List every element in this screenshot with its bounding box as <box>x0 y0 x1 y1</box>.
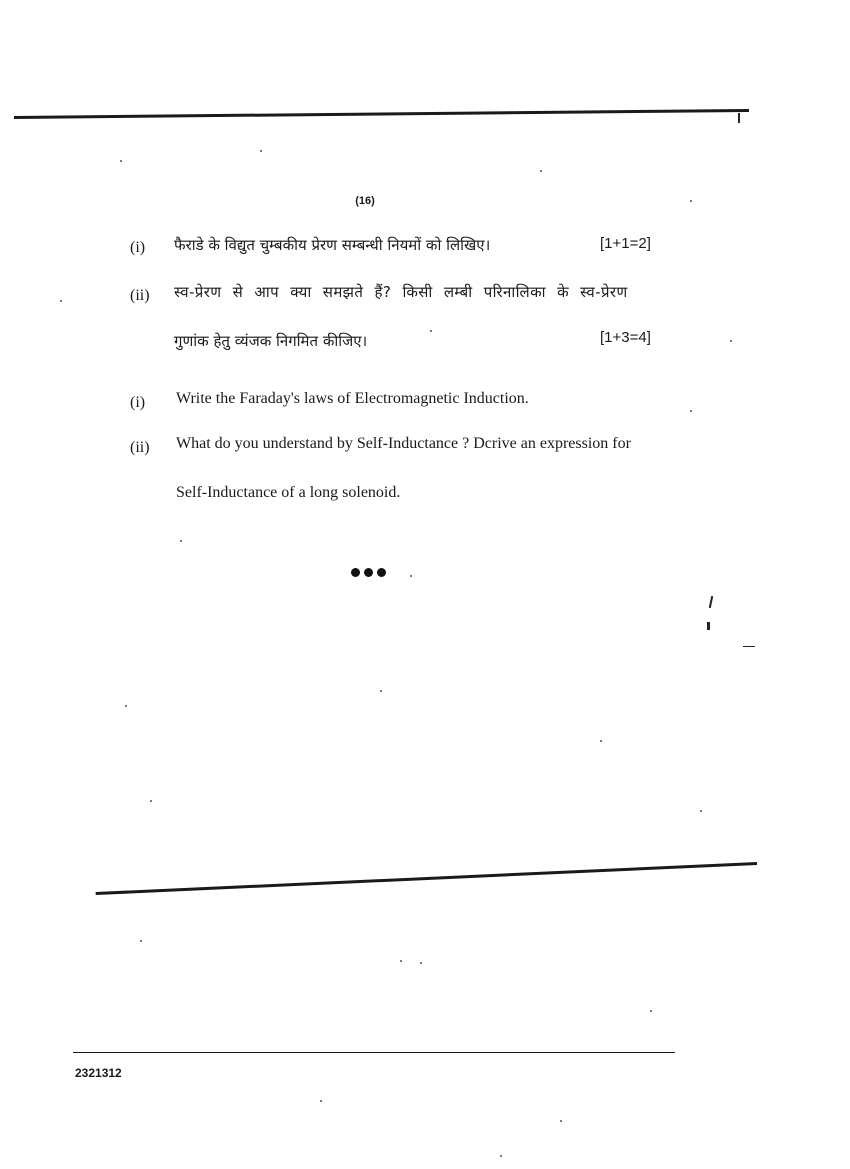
scan-speck <box>60 300 62 302</box>
english-q2-line1: What do you understand by Self-Inductance ? Dcrive an expression for <box>176 435 631 452</box>
hindi-q2-number: (ii) <box>130 287 150 304</box>
hindi-q1-marks: [1+1=2] <box>600 235 651 252</box>
dot <box>364 568 373 577</box>
scan-speck <box>650 1010 652 1012</box>
top-rule <box>14 109 749 119</box>
page-number: (16) <box>355 195 375 207</box>
hindi-q1-text: फैराडे के विद्युत चुम्बकीय प्रेरण सम्बन्धी नियमों को लिखिए। <box>174 236 491 254</box>
scan-speck <box>125 705 127 707</box>
hindi-q2-line1: स्व-प्रेरण से आप क्या समझते हैं? किसी लम्बी परिनालिका के स्व-प्रेरण <box>174 283 628 301</box>
scan-mark <box>743 646 755 647</box>
scan-speck <box>120 160 122 162</box>
dot <box>377 568 386 577</box>
scan-speck <box>700 810 702 812</box>
english-q2-line2: Self-Inductance of a long solenoid. <box>176 484 401 501</box>
middle-rule <box>96 862 757 895</box>
paper-code: 2321312 <box>75 1066 122 1080</box>
dot <box>351 568 360 577</box>
english-q1-text: Write the Faraday's laws of Electromagnetic Induction. <box>176 390 529 407</box>
scan-mark <box>709 596 713 608</box>
scan-speck <box>260 150 262 152</box>
scan-speck <box>410 575 412 577</box>
english-q1-number: (i) <box>130 394 146 411</box>
scan-speck <box>430 330 432 332</box>
scan-mark <box>707 622 710 630</box>
scan-speck <box>420 962 422 964</box>
scan-speck <box>690 410 692 412</box>
hindi-q2-line2: गुणांक हेतु व्यंजक निगमित कीजिए। <box>174 332 368 350</box>
scan-speck <box>600 740 602 742</box>
scan-mark <box>738 113 740 123</box>
scan-speck <box>690 200 692 202</box>
scan-speck <box>180 540 182 542</box>
scan-speck <box>320 1100 322 1102</box>
end-of-section-dots <box>351 568 386 577</box>
scan-speck <box>400 960 402 962</box>
hindi-q2-marks: [1+3=4] <box>600 329 651 346</box>
scan-speck <box>500 1155 502 1157</box>
scan-speck <box>380 690 382 692</box>
footer-rule <box>73 1052 675 1053</box>
hindi-q1-number: (i) <box>130 239 146 256</box>
scan-speck <box>540 170 542 172</box>
scan-speck <box>140 940 142 942</box>
scan-speck <box>560 1120 562 1122</box>
scan-speck <box>150 800 152 802</box>
english-q2-number: (ii) <box>130 439 150 456</box>
scan-speck <box>730 340 732 342</box>
